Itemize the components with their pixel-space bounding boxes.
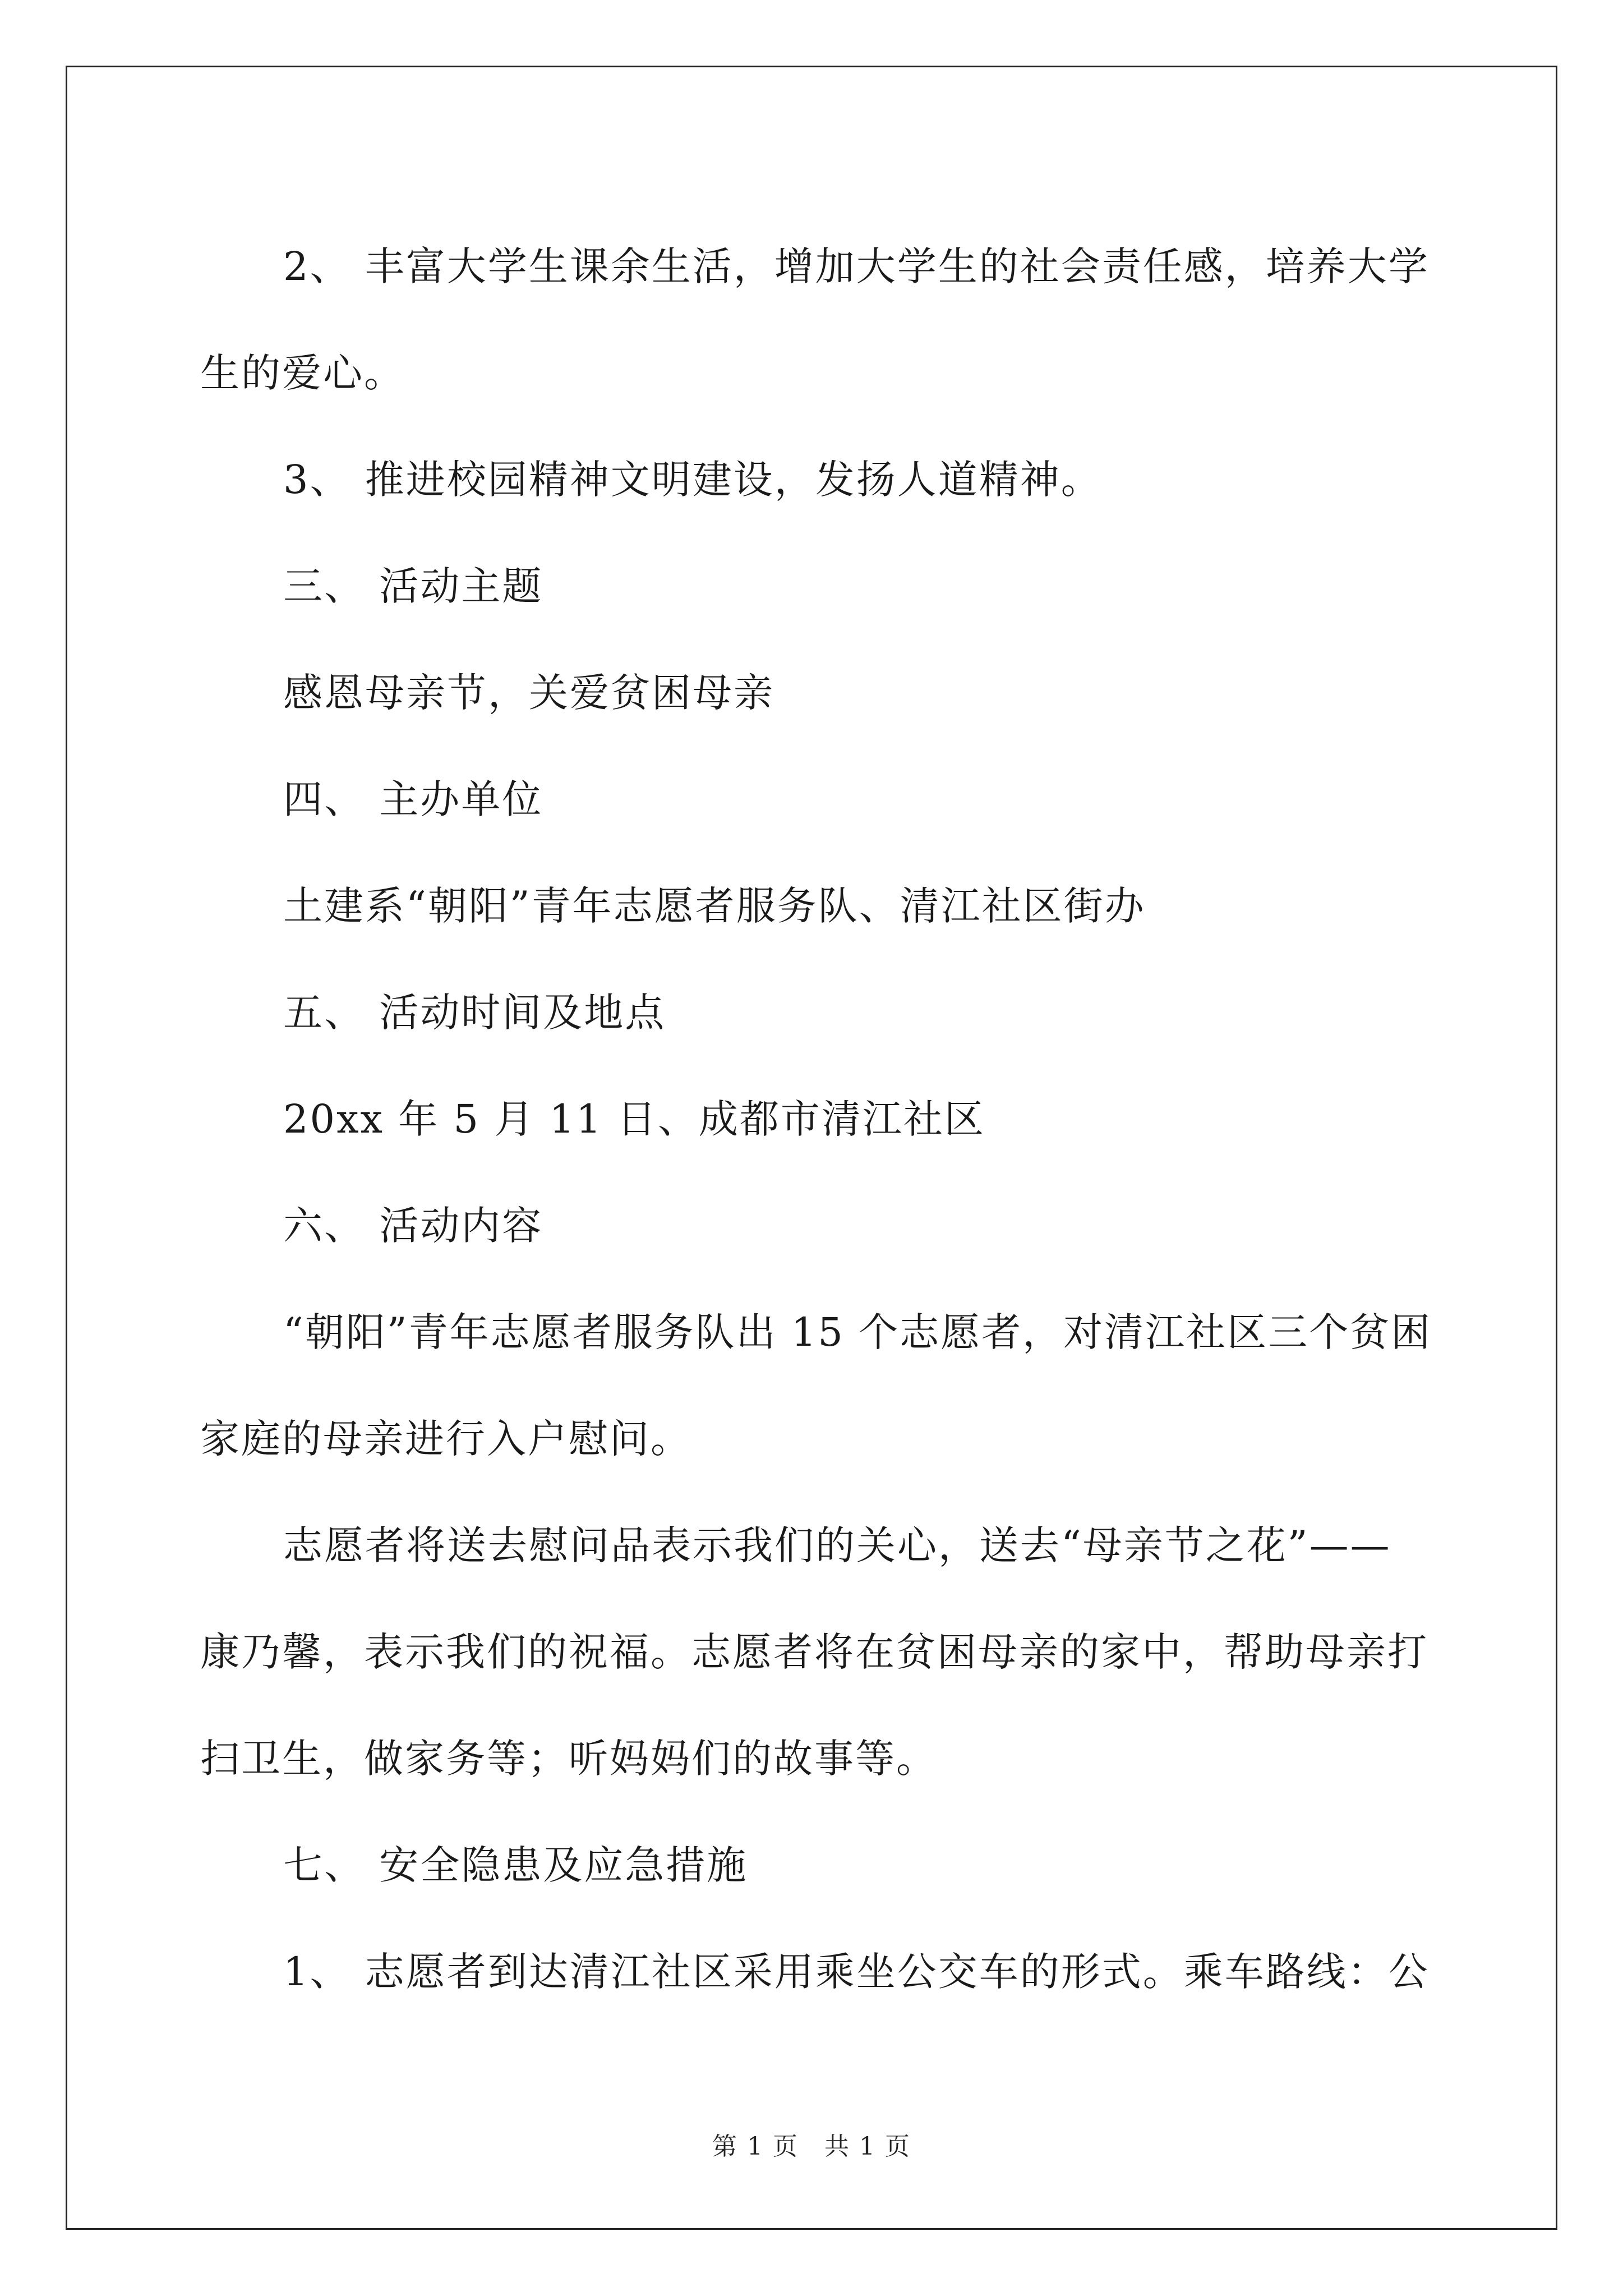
text-line-2: 生的爱心。 xyxy=(200,350,405,396)
page-footer: 第 1 页 共 1 页 xyxy=(712,2132,911,2161)
section-heading-safety: 七、 安全隐患及应急措施 xyxy=(283,1842,748,1888)
text-line-17: 1、 志愿者到达清江社区采用乘坐公交车的形式。乘车路线：公 xyxy=(283,1949,1430,1995)
text-line-14: 康乃馨，表示我们的祝福。志愿者将在贫困母亲的家中，帮助母亲打 xyxy=(200,1629,1428,1675)
text-line-1: 2、 丰富大学生课余生活，增加大学生的社会责任感，培养大学 xyxy=(283,243,1430,289)
text-line-5: 感恩母亲节，关爱贫困母亲 xyxy=(283,670,774,716)
document-body xyxy=(200,213,1431,2025)
section-heading-time-place: 五、 活动时间及地点 xyxy=(283,990,666,1036)
text-line-7: 土建系“朝阳”青年志愿者服务队、清江社区街办 xyxy=(283,883,1146,929)
text-line-9: 20xx 年 5 月 11 日、成都市清江社区 xyxy=(283,1096,985,1142)
section-heading-organizer: 四、 主办单位 xyxy=(283,776,543,822)
text-line-11: “朝阳”青年志愿者服务队出 15 个志愿者，对清江社区三个贫困 xyxy=(283,1309,1432,1355)
section-heading-theme: 三、 活动主题 xyxy=(283,563,543,609)
text-line-15: 扫卫生，做家务等；听妈妈们的故事等。 xyxy=(200,1736,937,1782)
section-heading-content: 六、 活动内容 xyxy=(283,1203,543,1249)
text-line-12: 家庭的母亲进行入户慰问。 xyxy=(200,1416,691,1462)
text-line-3: 3、 推进校园精神文明建设，发扬人道精神。 xyxy=(283,457,1102,503)
text-line-13: 志愿者将送去慰问品表示我们的关心，送去“母亲节之花”—— xyxy=(283,1522,1391,1568)
